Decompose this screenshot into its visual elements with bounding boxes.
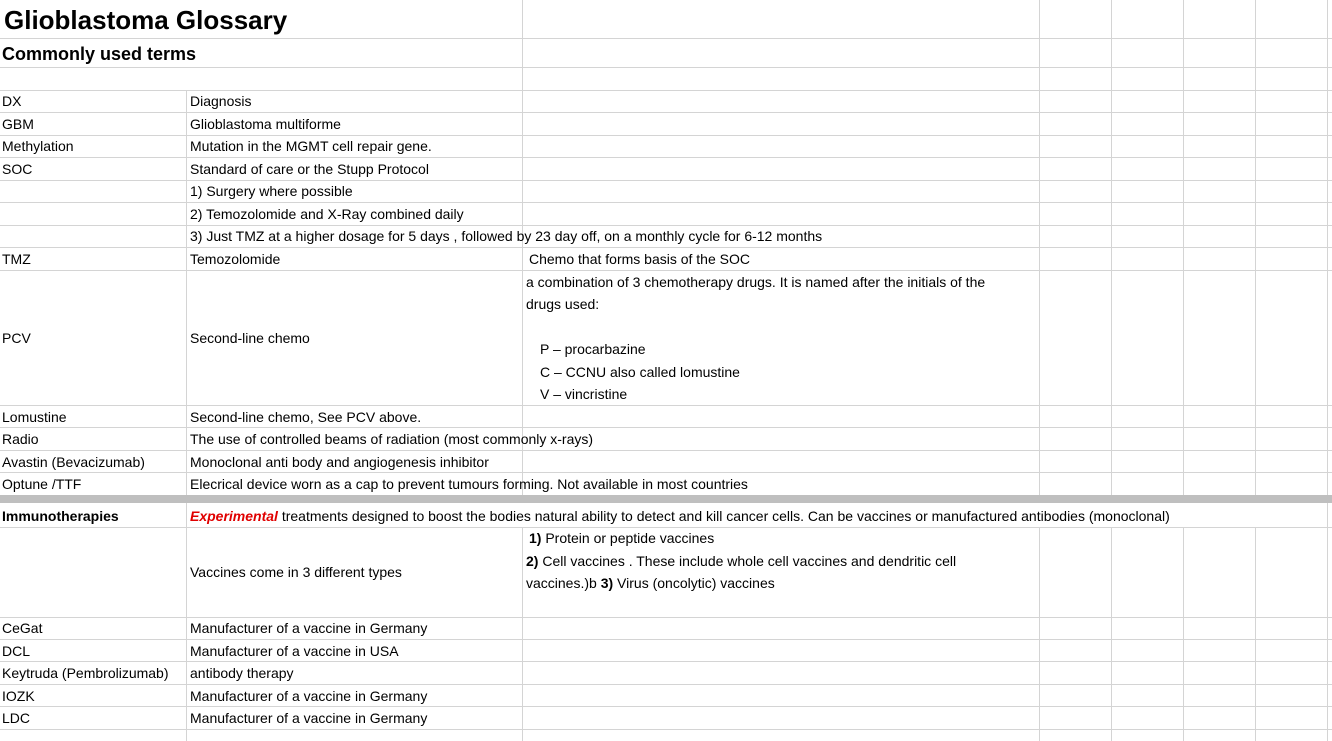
definition-cell[interactable]: Standard of care or the Stupp Protocol (190, 161, 429, 177)
definition-cell[interactable]: Manufacturer of a vaccine in Germany (190, 688, 428, 704)
column-divider (1039, 527, 1040, 741)
term-cell[interactable]: SOC (2, 161, 33, 177)
term-cell[interactable]: Radio (2, 431, 39, 447)
column-divider (1111, 527, 1112, 741)
note-cell[interactable] (526, 572, 775, 594)
note-cell[interactable]: C – CCNU also called lomustine (540, 364, 740, 380)
definition-cell[interactable]: Manufacturer of a vaccine in USA (190, 643, 399, 659)
list-number: 2) (526, 553, 539, 569)
term-cell[interactable]: PCV (2, 330, 31, 346)
row-divider (0, 729, 1332, 730)
list-number: 3) (600, 575, 614, 591)
definition-cell[interactable]: 1) Surgery where possible (190, 183, 353, 199)
note-cell[interactable]: P – procarbazine (540, 341, 646, 357)
experimental-label: Experimental (190, 508, 278, 524)
definition-cell[interactable]: antibody therapy (190, 665, 294, 681)
list-text: vaccines.)b (526, 575, 601, 591)
column-divider (522, 527, 523, 741)
term-cell[interactable]: IOZK (2, 688, 35, 704)
definition-cell[interactable]: Diagnosis (190, 93, 252, 109)
definition-cell[interactable]: Second-line chemo, See PCV above. (190, 409, 422, 425)
definition-cell[interactable]: 2) Temozolomide and X-Ray combined daily (190, 206, 464, 222)
definition-cell[interactable]: Manufacturer of a vaccine in Germany (190, 710, 428, 726)
definition-cell[interactable]: 3) Just TMZ at a higher dosage for 5 days , followed by 23 day off, on a monthly cycle for 6-12 months (190, 228, 823, 244)
term-cell[interactable]: DX (2, 93, 22, 109)
list-number: 1) (529, 530, 542, 546)
term-cell[interactable]: CeGat (2, 620, 43, 636)
definition-cell[interactable]: Manufacturer of a vaccine in Germany (190, 620, 428, 636)
page-subtitle[interactable]: Commonly used terms (2, 44, 197, 64)
term-cell[interactable]: TMZ (2, 251, 31, 267)
term-cell[interactable]: Lomustine (2, 409, 67, 425)
definition-cell[interactable]: Monoclonal anti body and angiogenesis inhibitor (190, 454, 489, 470)
term-cell[interactable]: Avastin (Bevacizumab) (2, 454, 145, 470)
column-divider (1255, 527, 1256, 741)
term-cell[interactable]: Optune /TTF (2, 476, 82, 492)
column-divider (1183, 527, 1184, 741)
term-cell[interactable]: LDC (2, 710, 31, 726)
note-cell[interactable]: V – vincristine (540, 386, 628, 402)
page-title[interactable]: Glioblastoma Glossary (4, 5, 288, 35)
definition-text: treatments designed to boost the bodies natural ability to detect and kill cancer cells. Can be vaccines or manufactured antibodies (monoclonal) (277, 508, 1170, 524)
term-cell[interactable]: Keytruda (Pembrolizumab) (2, 665, 169, 681)
term-cell[interactable]: GBM (2, 116, 34, 132)
definition-cell[interactable]: Elecrical device worn as a cap to prevent tumours forming. Not available in most countries (190, 476, 748, 492)
column-divider (186, 90, 187, 495)
definition-cell[interactable]: The use of controlled beams of radiation (most commonly x-rays) (190, 431, 594, 447)
definition-cell[interactable] (190, 505, 1170, 527)
definition-cell[interactable]: Temozolomide (190, 251, 281, 267)
row-divider (0, 38, 1332, 39)
section-heading[interactable]: Immunotherapies (2, 508, 119, 524)
term-cell[interactable]: Methylation (2, 138, 74, 154)
list-text: Cell vaccines . These include whole cell vaccines and dendritic cell (538, 553, 957, 569)
row-divider (0, 67, 1332, 68)
note-cell[interactable]: a combination of 3 chemotherapy drugs. It is named after the initials of the (526, 274, 986, 290)
list-text: Virus (oncolytic) vaccines (613, 575, 775, 591)
definition-cell[interactable]: Mutation in the MGMT cell repair gene. (190, 138, 432, 154)
term-cell[interactable]: DCL (2, 643, 31, 659)
definition-cell[interactable]: Second-line chemo (190, 330, 310, 346)
list-text: Protein or peptide vaccines (541, 530, 715, 546)
section-separator (0, 495, 1332, 503)
note-cell[interactable]: Chemo that forms basis of the SOC (529, 251, 750, 267)
definition-cell[interactable]: Glioblastoma multiforme (190, 116, 341, 132)
note-cell[interactable] (526, 550, 956, 572)
definition-cell[interactable]: Vaccines come in 3 different types (190, 564, 402, 580)
note-cell[interactable] (529, 527, 714, 549)
note-cell[interactable]: drugs used: (526, 296, 600, 312)
